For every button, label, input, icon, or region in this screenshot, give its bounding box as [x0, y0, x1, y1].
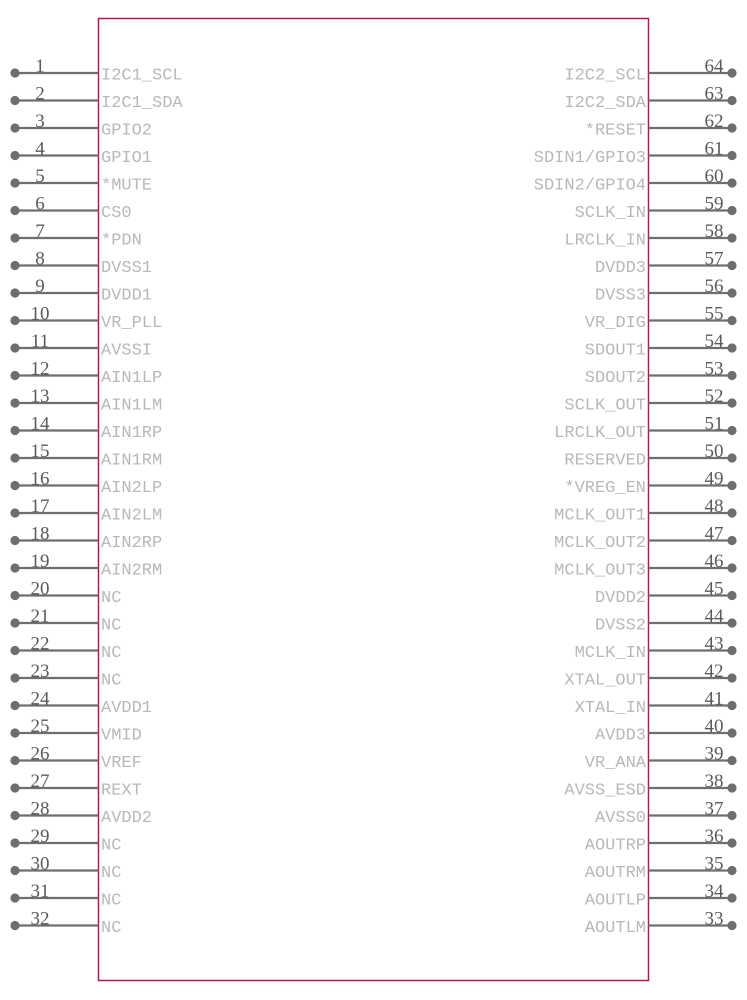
- pin-end-dot: [727, 453, 736, 462]
- pin-end-dot: [727, 426, 736, 435]
- pin-end-dot: [727, 316, 736, 325]
- pin-number: 5: [35, 166, 45, 187]
- pin-63: [564, 84, 736, 114]
- pin-name: AOUTRM: [584, 864, 646, 883]
- pin-number: 53: [704, 358, 724, 380]
- pin-name: AIN2LP: [101, 479, 163, 498]
- pin-name: AIN1LM: [101, 396, 163, 416]
- pin-number: 49: [704, 468, 724, 490]
- pin-number: 63: [704, 83, 724, 105]
- pin-end-dot: [10, 288, 19, 297]
- pin-name: GPIO2: [101, 121, 153, 141]
- pin-number: 40: [704, 716, 724, 737]
- pin-5: [10, 166, 152, 196]
- pin-name: REXT: [101, 781, 142, 801]
- pin-name: SDOUT2: [584, 369, 646, 388]
- pin-name: AOUTLP: [584, 891, 646, 911]
- pin-end-dot: [10, 233, 19, 242]
- pin-name: SCLK_IN: [574, 204, 646, 223]
- pin-number: 52: [704, 386, 724, 407]
- pin-end-dot: [727, 96, 736, 105]
- pin-number: 32: [30, 908, 50, 930]
- pin-end-dot: [727, 508, 736, 517]
- pin-number: 47: [704, 523, 724, 545]
- pin-name: AIN1RM: [101, 451, 163, 471]
- pin-number: 23: [30, 661, 50, 682]
- pin-end-dot: [10, 481, 19, 490]
- pin-13: [10, 386, 162, 416]
- pin-name: AOUTRP: [584, 836, 646, 856]
- pin-3: [10, 111, 152, 141]
- pin-2: [10, 84, 183, 114]
- pin-number: 56: [704, 276, 724, 297]
- pin-number: 38: [704, 771, 724, 792]
- pin-22: [10, 634, 121, 664]
- pin-name: NC: [101, 589, 122, 608]
- pin-end-dot: [10, 508, 19, 517]
- pin-name: VR_ANA: [584, 754, 646, 773]
- pin-number: 12: [30, 358, 50, 380]
- pin-end-dot: [727, 646, 736, 655]
- pin-number: 60: [704, 166, 724, 187]
- pin-41: [575, 689, 737, 719]
- pin-end-dot: [10, 426, 19, 435]
- pin-15: [10, 441, 162, 471]
- pin-number: 20: [30, 578, 50, 600]
- pin-34: [585, 881, 737, 911]
- pin-name: MCLK_OUT1: [554, 506, 646, 526]
- pin-name: AIN1LP: [101, 369, 163, 388]
- pin-number: 36: [704, 826, 724, 847]
- pin-number: 4: [35, 138, 45, 160]
- pin-end-dot: [10, 838, 19, 847]
- pin-end-dot: [10, 893, 19, 902]
- pin-number: 41: [704, 688, 724, 710]
- pin-number: 45: [704, 578, 724, 600]
- pin-name: AIN2RM: [101, 561, 163, 581]
- pin-end-dot: [727, 728, 736, 737]
- pin-end-dot: [727, 563, 736, 572]
- pin-number: 48: [704, 496, 724, 517]
- pin-number: 30: [30, 853, 50, 875]
- pin-end-dot: [10, 866, 19, 875]
- pin-44: [595, 606, 737, 636]
- pin-name: AOUTLM: [584, 919, 646, 938]
- pin-name: DVSS3: [594, 286, 646, 306]
- pin-49: [564, 469, 736, 499]
- pin-31: [10, 881, 121, 911]
- pin-4: [10, 139, 152, 169]
- pin-52: [564, 386, 736, 416]
- pin-number: 1: [35, 56, 45, 77]
- pin-number: 27: [30, 771, 50, 792]
- pin-end-dot: [10, 151, 19, 160]
- pin-23: [10, 661, 121, 691]
- pin-number: 54: [704, 331, 724, 352]
- pin-name: DVSS1: [101, 259, 153, 278]
- left-pin-group: [10, 56, 183, 938]
- pin-number: 19: [30, 551, 50, 572]
- pin-end-dot: [10, 811, 19, 820]
- pin-59: [575, 194, 737, 224]
- pin-end-dot: [10, 371, 19, 380]
- pin-name: AVDD1: [101, 699, 153, 718]
- pin-1: [10, 56, 182, 86]
- pin-name: *MUTE: [101, 176, 153, 196]
- pin-50: [564, 441, 736, 471]
- pin-end-dot: [727, 673, 736, 682]
- pin-28: [10, 799, 152, 829]
- pin-29: [10, 826, 121, 856]
- pin-64: [564, 56, 736, 86]
- pin-end-dot: [727, 591, 736, 600]
- pin-48: [554, 496, 736, 526]
- pin-number: 43: [704, 633, 724, 655]
- pin-9: [10, 276, 152, 306]
- pin-name: DVDD2: [594, 589, 646, 608]
- pin-39: [585, 744, 737, 774]
- pin-end-dot: [10, 591, 19, 600]
- pin-end-dot: [10, 96, 19, 105]
- pin-60: [534, 166, 737, 196]
- pin-45: [595, 579, 737, 609]
- pin-53: [585, 359, 737, 389]
- pin-number: 17: [30, 496, 50, 517]
- pin-42: [564, 661, 736, 691]
- pin-end-dot: [727, 756, 736, 765]
- pin-25: [10, 716, 141, 746]
- pin-18: [10, 524, 162, 554]
- pin-name: DVDD3: [594, 259, 646, 278]
- pin-37: [595, 799, 737, 829]
- pin-end-dot: [10, 673, 19, 682]
- pin-number: 16: [30, 468, 50, 490]
- pin-end-dot: [10, 343, 19, 352]
- pin-end-dot: [727, 371, 736, 380]
- pin-end-dot: [10, 206, 19, 215]
- pin-name: SDOUT1: [584, 341, 646, 361]
- pin-33: [585, 909, 737, 939]
- pin-name: NC: [101, 671, 122, 691]
- pin-end-dot: [10, 728, 19, 737]
- pin-57: [595, 249, 737, 279]
- pin-number: 18: [30, 523, 50, 545]
- pin-end-dot: [727, 783, 736, 792]
- pin-number: 3: [35, 111, 45, 132]
- pin-51: [554, 414, 736, 444]
- pin-21: [10, 606, 121, 636]
- pin-number: 58: [704, 221, 724, 242]
- pin-14: [10, 414, 162, 444]
- pin-number: 46: [704, 551, 724, 572]
- pin-number: 13: [30, 386, 50, 407]
- pin-number: 59: [704, 193, 724, 215]
- pin-name: XTAL_IN: [574, 699, 646, 718]
- pin-number: 26: [30, 743, 50, 765]
- pin-43: [575, 634, 737, 664]
- pin-name: AIN1RP: [101, 424, 163, 443]
- pin-number: 15: [30, 441, 50, 462]
- pin-number: 64: [704, 56, 724, 77]
- pin-end-dot: [727, 398, 736, 407]
- pin-number: 42: [704, 661, 724, 682]
- pin-36: [585, 826, 737, 856]
- pin-number: 2: [35, 83, 45, 105]
- pin-number: 8: [35, 248, 45, 270]
- pin-name: MCLK_IN: [574, 644, 646, 663]
- pin-name: I2C1_SDA: [101, 94, 183, 113]
- pin-end-dot: [10, 68, 19, 77]
- pin-name: VR_DIG: [584, 314, 646, 333]
- pin-47: [554, 524, 736, 554]
- pin-end-dot: [727, 68, 736, 77]
- pin-number: 28: [30, 798, 50, 820]
- pin-end-dot: [727, 481, 736, 490]
- pin-24: [10, 689, 152, 719]
- pin-end-dot: [727, 921, 736, 930]
- pin-end-dot: [10, 316, 19, 325]
- pin-name: I2C2_SDA: [564, 94, 646, 113]
- pin-35: [585, 854, 737, 884]
- pin-12: [10, 359, 162, 389]
- pin-number: 62: [704, 111, 724, 132]
- pin-number: 51: [704, 413, 724, 435]
- pin-number: 31: [30, 881, 50, 902]
- pin-27: [10, 771, 141, 801]
- pin-end-dot: [10, 701, 19, 710]
- pin-name: SCLK_OUT: [564, 396, 646, 416]
- pin-58: [564, 221, 736, 251]
- pin-number: 14: [30, 413, 50, 435]
- pin-name: MCLK_OUT3: [554, 561, 646, 581]
- pin-number: 11: [30, 331, 50, 352]
- pin-name: VREF: [101, 754, 142, 773]
- pin-end-dot: [727, 288, 736, 297]
- pin-end-dot: [10, 646, 19, 655]
- pin-end-dot: [10, 783, 19, 792]
- pin-end-dot: [727, 893, 736, 902]
- pin-end-dot: [727, 261, 736, 270]
- pin-62: [585, 111, 737, 141]
- pin-name: I2C2_SCL: [564, 66, 646, 86]
- pin-number: 35: [704, 853, 724, 875]
- pin-number: 10: [30, 303, 50, 325]
- pin-name: *VREG_EN: [564, 479, 646, 498]
- pin-number: 29: [30, 826, 50, 847]
- pin-name: AVDD3: [594, 726, 646, 746]
- pin-name: SDIN1/GPIO3: [533, 149, 646, 168]
- pin-7: [10, 221, 141, 251]
- pin-38: [564, 771, 736, 801]
- pin-name: SDIN2/GPIO4: [533, 176, 646, 196]
- pin-name: NC: [101, 919, 122, 938]
- pin-name: I2C1_SCL: [101, 66, 183, 86]
- pin-number: 50: [704, 441, 724, 462]
- pin-number: 33: [704, 908, 724, 930]
- pin-end-dot: [10, 756, 19, 765]
- pin-name: NC: [101, 644, 122, 663]
- pin-end-dot: [10, 618, 19, 627]
- pin-name: VR_PLL: [101, 314, 163, 333]
- pin-number: 61: [704, 138, 724, 160]
- pin-end-dot: [10, 563, 19, 572]
- pin-name: DVDD1: [101, 286, 153, 306]
- pin-end-dot: [10, 398, 19, 407]
- pin-name: VMID: [101, 726, 142, 746]
- pin-name: AVDD2: [101, 809, 153, 828]
- pin-end-dot: [727, 233, 736, 242]
- pin-61: [534, 139, 737, 169]
- pin-number: 37: [704, 798, 724, 820]
- pin-number: 44: [704, 606, 724, 627]
- pin-name: AIN2LM: [101, 506, 163, 526]
- pin-19: [10, 551, 162, 581]
- pin-number: 25: [30, 716, 50, 737]
- pin-name: *PDN: [101, 231, 142, 251]
- pin-end-dot: [727, 838, 736, 847]
- pin-number: 24: [30, 688, 50, 710]
- pin-number: 21: [30, 606, 50, 627]
- pin-name: AVSS_ESD: [564, 781, 646, 801]
- pin-54: [585, 331, 737, 361]
- pin-end-dot: [727, 811, 736, 820]
- pin-end-dot: [10, 178, 19, 187]
- pin-11: [10, 331, 152, 361]
- pin-6: [10, 194, 131, 224]
- pin-end-dot: [727, 178, 736, 187]
- pin-name: LRCLK_OUT: [554, 424, 646, 443]
- pin-17: [10, 496, 162, 526]
- pin-end-dot: [727, 701, 736, 710]
- pin-name: AVSSI: [101, 341, 153, 361]
- pin-32: [10, 909, 121, 939]
- pin-name: NC: [101, 836, 122, 856]
- pin-16: [10, 469, 162, 499]
- pin-end-dot: [10, 123, 19, 132]
- pin-end-dot: [10, 453, 19, 462]
- pin-name: RESERVED: [564, 451, 646, 471]
- pin-20: [10, 579, 121, 609]
- pin-end-dot: [10, 261, 19, 270]
- pin-end-dot: [727, 866, 736, 875]
- pin-30: [10, 854, 121, 884]
- pin-end-dot: [10, 536, 19, 545]
- pin-name: AVSS0: [594, 809, 646, 828]
- pin-name: CS0: [101, 204, 132, 223]
- pin-end-dot: [727, 206, 736, 215]
- pin-name: NC: [101, 864, 122, 883]
- pin-end-dot: [727, 123, 736, 132]
- pin-end-dot: [10, 921, 19, 930]
- pin-number: 39: [704, 743, 724, 765]
- pin-number: 7: [35, 221, 45, 242]
- pin-8: [10, 249, 152, 279]
- pin-end-dot: [727, 151, 736, 160]
- pin-end-dot: [727, 536, 736, 545]
- pin-10: [10, 304, 162, 334]
- pin-number: 22: [30, 633, 50, 655]
- pin-56: [595, 276, 737, 306]
- pin-26: [10, 744, 141, 774]
- pin-end-dot: [727, 343, 736, 352]
- pin-55: [585, 304, 737, 334]
- pin-number: 57: [704, 248, 724, 270]
- pin-number: 55: [704, 303, 724, 325]
- pin-number: 9: [35, 276, 45, 297]
- pin-name: XTAL_OUT: [564, 671, 646, 691]
- right-pin-group: [534, 56, 737, 938]
- pin-name: DVSS2: [594, 616, 646, 636]
- pin-name: *RESET: [584, 121, 646, 141]
- pin-name: MCLK_OUT2: [554, 534, 646, 553]
- pin-number: 6: [35, 193, 45, 215]
- pin-name: LRCLK_IN: [564, 231, 646, 251]
- pin-name: AIN2RP: [101, 534, 163, 553]
- pin-number: 34: [704, 881, 724, 902]
- pin-name: NC: [101, 616, 122, 636]
- pin-46: [554, 551, 736, 581]
- pin-name: NC: [101, 891, 122, 911]
- pin-name: GPIO1: [101, 149, 153, 168]
- pin-40: [595, 716, 737, 746]
- pin-end-dot: [727, 618, 736, 627]
